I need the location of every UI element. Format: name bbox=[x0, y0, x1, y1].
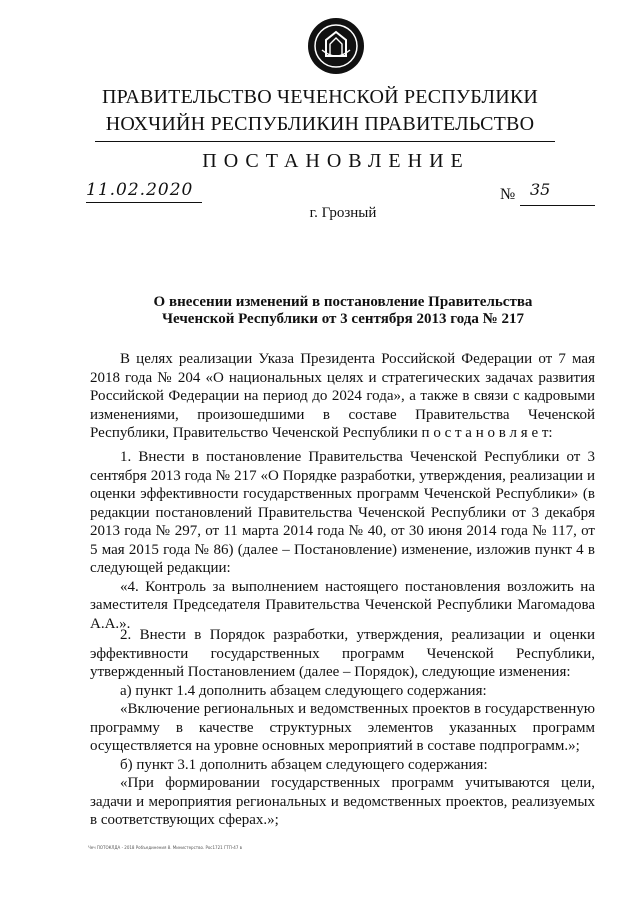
document-number: 35 bbox=[530, 180, 551, 199]
org-name-ce: НОХЧИЙН РЕСПУБЛИКИН ПРАВИТЕЛЬСТВО bbox=[105, 113, 535, 135]
footer-tag: Чеч ПОТОКЛДА - 2018 Pобъединения 8. Министерство. Рос1721 ГТП-47 в bbox=[88, 845, 243, 850]
date-underline bbox=[86, 202, 202, 203]
item-2-paragraph: 2. Внести в Порядок разработки, утверждения, реализации и оценки эффективности государственных программ Чеченской Республики, утвержденный Постановлением (далее – Порядок), следующие изменения: bbox=[90, 627, 595, 680]
coat-of-arms-icon bbox=[306, 16, 366, 76]
item-1-quote: «4. Контроль за выполнением настоящего постановления возложить на заместителя Председателя Правительства Чеченской Республики Магомадова А.А.». bbox=[90, 578, 595, 632]
document-type: ПОСТАНОВЛЕНИЕ bbox=[202, 150, 470, 172]
item-2 bbox=[90, 626, 595, 830]
item-2b-quote: «При формировании государственных программ учитываются цели, задачи и мероприятия региональных и ведомственных проектов, реализуемых в соответствующих сферах.»; bbox=[90, 775, 595, 828]
item-2a-quote: «Включение региональных и ведомственных проектов в государственную программу в качестве структурных элементов указанных программ осуществляется на уровне основных мероприятий в составе подпрограмм.»; bbox=[90, 701, 595, 754]
org-name-ru: ПРАВИТЕЛЬСТВО ЧЕЧЕНСКОЙ РЕСПУБЛИКИ bbox=[101, 86, 539, 108]
item-1-paragraph: 1. Внести в постановление Правительства Чеченской Республики от 3 сентября 2013 года № 217 «О Порядке разработки, утверждения, реализации и оценки эффективности государственных программ Чеченской Республики» (в редакции постановлений Правительства Чеченской Республики от 3 декабря 2013 года № 297, от 11 марта 2014 года № 40, от 30 июня 2014 года № 117, от 5 мая 2015 года № 86) (далее – Постановление) изменение, изложив пункт 4 в следующей редакции: bbox=[90, 449, 595, 576]
item-1 bbox=[90, 448, 595, 633]
document-date: 11.02.2020 bbox=[86, 180, 194, 200]
document-subject bbox=[0, 294, 640, 328]
preamble-paragraph: В целях реализации Указа Президента Российской Федерации от 7 мая 2018 года № 204 «О национальных целях и стратегических задачах развития Российской Федерации на период до 2024 года», а также в связи с кадровыми изменениями, произошедшими в составе Правительства Чеченской Республики, Правительство Чеченской Республики п о с т а н о в л я е т: bbox=[90, 351, 595, 441]
number-label: № bbox=[500, 186, 516, 203]
item-2a-paragraph: а) пункт 1.4 дополнить абзацем следующего содержания: bbox=[120, 682, 487, 699]
item-2b-paragraph: б) пункт 3.1 дополнить абзацем следующего содержания: bbox=[120, 756, 488, 773]
subject-line-1: О внесении изменений в постановление Правительства bbox=[153, 294, 533, 310]
subject-line-2: Чеченской Республики от 3 сентября 2013 года № 217 bbox=[162, 311, 524, 327]
header-divider bbox=[95, 141, 555, 142]
preamble bbox=[90, 350, 595, 443]
city: г. Грозный bbox=[309, 205, 377, 221]
